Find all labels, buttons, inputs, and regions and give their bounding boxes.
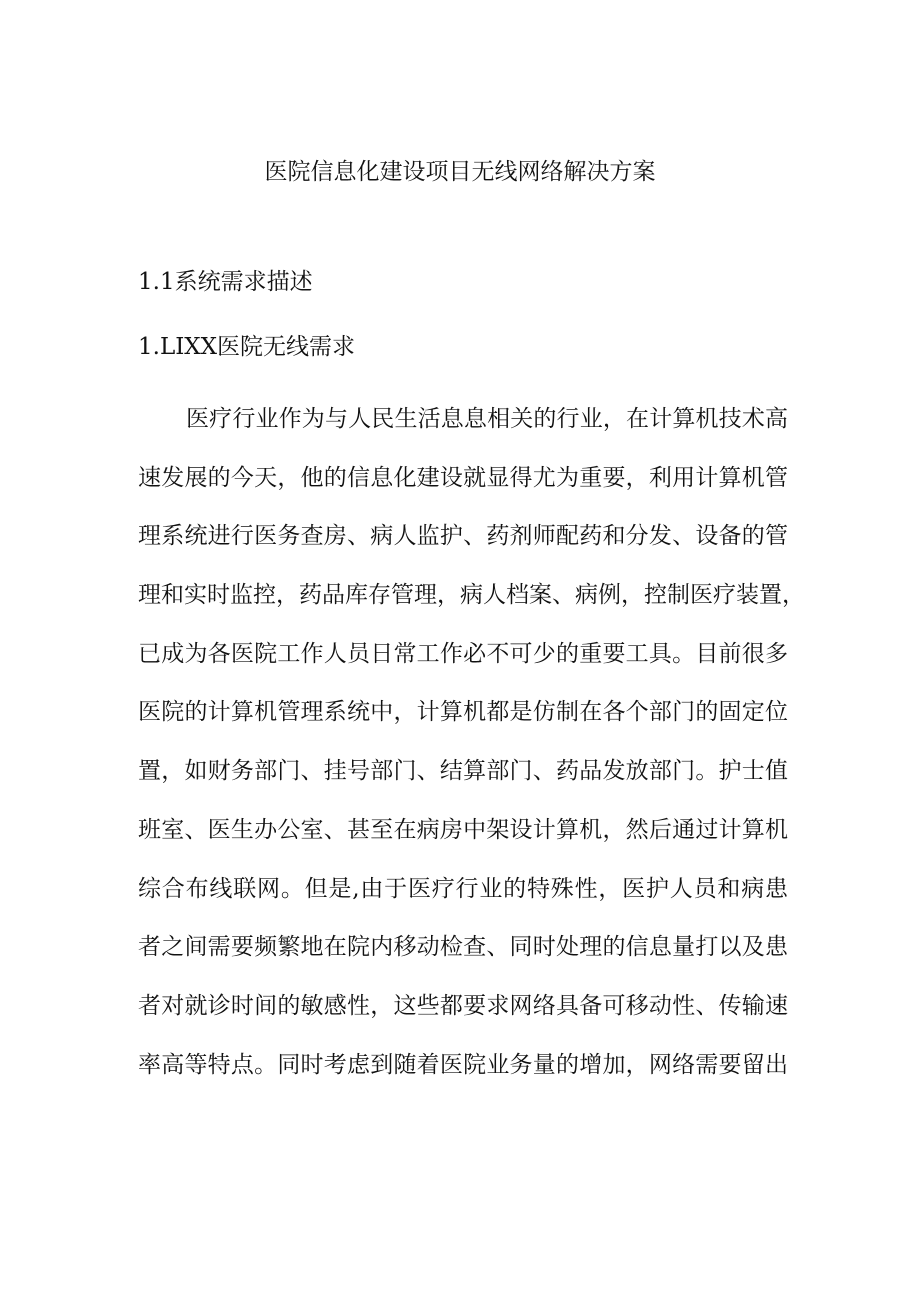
- paragraph-line: 已成为各医院工作人员日常工作必不可少的重要工具。目前很多: [138, 640, 788, 667]
- paragraph-line: 者之间需要频繁地在院内移动检查、同时处理的信息量打以及患: [138, 934, 788, 961]
- paragraph-line: 医院的计算机管理系统中，计算机都是仿制在各个部门的固定位: [138, 699, 788, 726]
- paragraph-line: 综合布线联网。但是,由于医疗行业的特殊性，医护人员和病患: [138, 875, 788, 902]
- paragraph-line: 理系统进行医务查房、病人监护、药剂师配药和分发、设备的管: [138, 523, 788, 550]
- section-heading-1-1: 1.1系统需求描述: [138, 269, 313, 295]
- paragraph-line: 班室、医生办公室、甚至在病房中架设计算机，然后通过计算机: [138, 816, 788, 843]
- document-title: 医院信息化建设项目无线网络解决方案: [264, 159, 656, 185]
- paragraph-line: 率高等特点。同时考虑到随着医院业务量的增加，网络需要留出: [138, 1051, 788, 1078]
- paragraph-line: 理和实时监控，药品库存管理，病人档案、病例，控制医疗装置，: [138, 582, 805, 609]
- paragraph-line: 医疗行业作为与人民生活息息相关的行业，在计算机技术高: [186, 406, 788, 432]
- body-paragraph: [138, 390, 805, 1094]
- paragraph-line: 置，如财务部门、挂号部门、结算部门、药品发放部门。护士值: [138, 758, 788, 785]
- paragraph-line: 者对就诊时间的敏感性，这些都要求网络具备可移动性、传输速: [138, 992, 788, 1019]
- paragraph-line: 速发展的今天，他的信息化建设就显得尤为重要，利用计算机管: [138, 464, 788, 491]
- section-heading-hospital-wireless-needs: 1.LIXX医院无线需求: [138, 334, 356, 360]
